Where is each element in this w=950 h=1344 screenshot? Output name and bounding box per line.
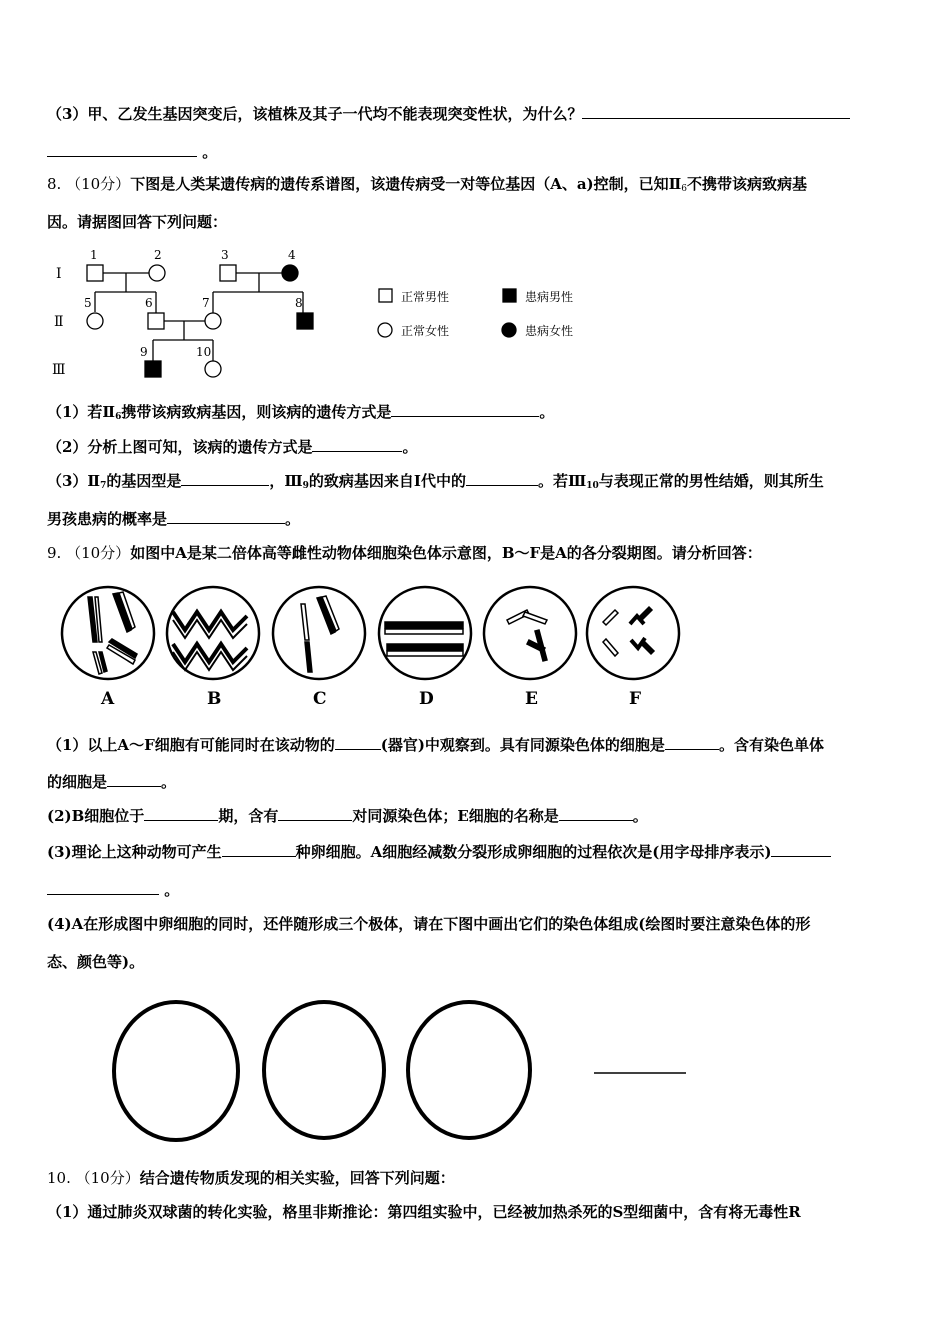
q9-part1-cont: [47, 772, 176, 792]
q8-p3-sub3: 10: [586, 481, 599, 491]
answer-blank[interactable]: [107, 772, 161, 787]
id-10: 10: [196, 345, 212, 359]
individual-2-normal-female: [149, 265, 165, 281]
q10-number: 10.: [47, 1169, 71, 1187]
cell-F: [587, 587, 679, 679]
answer-blank[interactable]: [582, 104, 850, 119]
q8-p3-sub1: 7: [100, 481, 107, 491]
q9-p3-a: (3)理论上这种动物可产生: [47, 843, 222, 861]
q9-p1-b: (器官)中观察到。具有同源染色体的细胞是: [380, 736, 665, 754]
answer-blank[interactable]: [335, 735, 381, 750]
q8-p3-f: 与表现正常的男性结婚，则其所生: [598, 472, 824, 490]
q9-p1-line2: 的细胞是: [47, 773, 108, 791]
q8-p1-end: 。: [539, 403, 555, 421]
q9-part3: [47, 842, 831, 862]
id-8: 8: [295, 296, 303, 310]
pedigree-chart: [40, 244, 600, 384]
q9-intro: [47, 543, 762, 563]
id-4: 4: [288, 248, 296, 262]
q8-intro-b: 不携带该病致病基: [687, 175, 808, 193]
cell-A: [62, 587, 154, 679]
individual-7-normal-female: [205, 313, 221, 329]
q9-p1-a: （1）以上A～F细胞有可能同时在该动物的: [47, 736, 335, 754]
individual-10-normal-female: [205, 361, 221, 377]
q8-p3-sub2: 9: [302, 481, 309, 491]
q9-part4-cont: 态、颜色等)。: [47, 953, 145, 971]
cell-E: [484, 587, 576, 679]
answer-blank[interactable]: [466, 471, 538, 486]
legend-normal-male-symbol: [379, 289, 392, 302]
legend-normal-male: 正常男性: [401, 290, 450, 304]
individual-5-normal-female: [87, 313, 103, 329]
q8-p2-end: 。: [402, 438, 418, 456]
legend-affected-female-symbol: [502, 323, 516, 337]
answer-blank[interactable]: [391, 402, 539, 417]
polar-body-circle-2: [264, 1002, 384, 1138]
q9-p3-end: 。: [164, 881, 180, 899]
legend-normal-female-symbol: [378, 323, 392, 337]
cell-label-D: D: [419, 689, 434, 709]
id-9: 9: [140, 345, 148, 359]
q10-part1: （1）通过肺炎双球菌的转化实验，格里非斯推论：第四组实验中，已经被加热杀死的S型细菌中，含有将无毒性R: [47, 1203, 801, 1221]
individual-8-affected-male: [297, 313, 313, 329]
gen-label-III: Ⅲ: [52, 362, 66, 378]
q8-p3-b: 的基因型是: [106, 472, 182, 490]
q9-part4: (4)A在形成图中卵细胞的同时，还伴随形成三个极体，请在下图中画出它们的染色体组成(绘图时要注意染色体的形: [47, 915, 811, 933]
legend-normal-female: 正常女性: [401, 324, 450, 338]
q8-p3-line2: 男孩患病的概率是: [47, 510, 168, 528]
q8-p3-d: 的致病基因来自Ⅰ代中的: [308, 472, 466, 490]
cell-label-A: A: [101, 689, 115, 709]
q7-part3-text: （3）甲、乙发生基因突变后，该植株及其子一代均不能表现突变性状，为什么？: [47, 105, 583, 123]
q9-p2-c: 对同源染色体；E细胞的名称是: [352, 807, 559, 825]
answer-blank[interactable]: [167, 509, 285, 524]
q8-score: （10分）: [66, 175, 131, 193]
individual-3-normal-male: [220, 265, 236, 281]
individual-6-normal-male: [148, 313, 164, 329]
individual-1-normal-male: [87, 265, 103, 281]
q7-part3-cont: [47, 142, 217, 162]
q9-part1: [47, 735, 824, 755]
answer-blank[interactable]: [771, 842, 831, 857]
q8-p3-e: 。若Ⅲ: [537, 472, 587, 490]
q8-p3-end: 。: [285, 510, 301, 528]
gen-label-II: Ⅱ: [54, 314, 64, 330]
q9-number: 9.: [47, 544, 62, 562]
answer-blank[interactable]: [222, 842, 296, 857]
q9-p2-a: (2)B细胞位于: [47, 807, 145, 825]
gen-label-I: Ⅰ: [56, 266, 62, 282]
answer-blank[interactable]: [47, 880, 159, 895]
individual-9-affected-male: [145, 361, 161, 377]
answer-blank[interactable]: [181, 471, 269, 486]
answer-blank[interactable]: [144, 806, 218, 821]
answer-blank[interactable]: [278, 806, 352, 821]
q8-part2: [47, 437, 417, 457]
q9-p3-b: 种卵细胞。A细胞经减数分裂形成卵细胞的过程依次是(用字母排序表示): [295, 843, 772, 861]
q10-intro: [47, 1168, 455, 1188]
q10-intro-text: 结合遗传物质发现的相关实验，回答下列问题：: [139, 1169, 455, 1187]
polar-body-circle-3: [408, 1002, 530, 1138]
q8-p3-a: （3）Ⅱ: [47, 472, 101, 490]
cell-label-C: C: [313, 689, 327, 709]
id-6: 6: [145, 296, 153, 310]
answer-blank[interactable]: [47, 142, 197, 157]
answer-blank[interactable]: [559, 806, 633, 821]
id-3: 3: [221, 248, 229, 262]
q9-part2: [47, 806, 648, 826]
individual-4-affected-female: [282, 265, 298, 281]
id-5: 5: [84, 296, 92, 310]
polar-body-circle-1: [114, 1002, 238, 1140]
q9-part3-cont: [47, 880, 179, 900]
polar-body-drawing-area: [100, 995, 720, 1155]
legend-affected-male: 患病男性: [525, 290, 574, 304]
id-7: 7: [202, 296, 210, 310]
q8-part3: [47, 471, 824, 496]
cell-label-B: B: [207, 689, 222, 709]
q8-p1-a: （1）若Ⅱ: [47, 403, 116, 421]
q8-intro-line2: 因。请据图回答下列问题：: [47, 213, 228, 231]
q8-number: 8.: [47, 175, 62, 193]
q8-intro-a: 下图是人类某遗传病的遗传系谱图，该遗传病受一对等位基因（A、a)控制，已知Ⅱ: [130, 175, 682, 193]
q9-p2-end: 。: [632, 807, 648, 825]
cell-label-F: F: [629, 689, 642, 709]
q9-p1-c: 。含有染色单体: [718, 736, 824, 754]
q10-score: （10分）: [75, 1169, 140, 1187]
id-2: 2: [154, 248, 162, 262]
q8-p1-b: 携带该病致病基因，则该病的遗传方式是: [121, 403, 392, 421]
q7-part3: [47, 104, 850, 124]
q8-intro: [47, 174, 807, 199]
q8-p3-c: ，Ⅲ: [269, 472, 303, 490]
q9-intro-text: 如图中A是某二倍体高等雌性动物体细胞染色体示意图，B～F是A的各分裂期图。请分析回答：: [130, 544, 762, 562]
q8-p2-a: （2）分析上图可知，该病的遗传方式是: [47, 438, 313, 456]
q9-score: （10分）: [66, 544, 131, 562]
cell-division-figure: [55, 582, 695, 712]
answer-blank[interactable]: [665, 735, 719, 750]
q9-p1-end: 。: [161, 773, 177, 791]
answer-blank[interactable]: [312, 437, 402, 452]
legend-affected-male-symbol: [503, 289, 516, 302]
q9-p2-b: 期，含有: [218, 807, 279, 825]
cell-label-E: E: [525, 689, 538, 709]
q7-part3-end: 。: [202, 143, 218, 161]
q8-p1-sub: 6: [115, 412, 122, 422]
q8-part1: [47, 402, 554, 427]
q8-intro-sub: 6: [681, 184, 688, 194]
legend-affected-female: 患病女性: [525, 324, 574, 338]
q8-part3-cont: [47, 509, 300, 529]
id-1: 1: [90, 248, 98, 262]
